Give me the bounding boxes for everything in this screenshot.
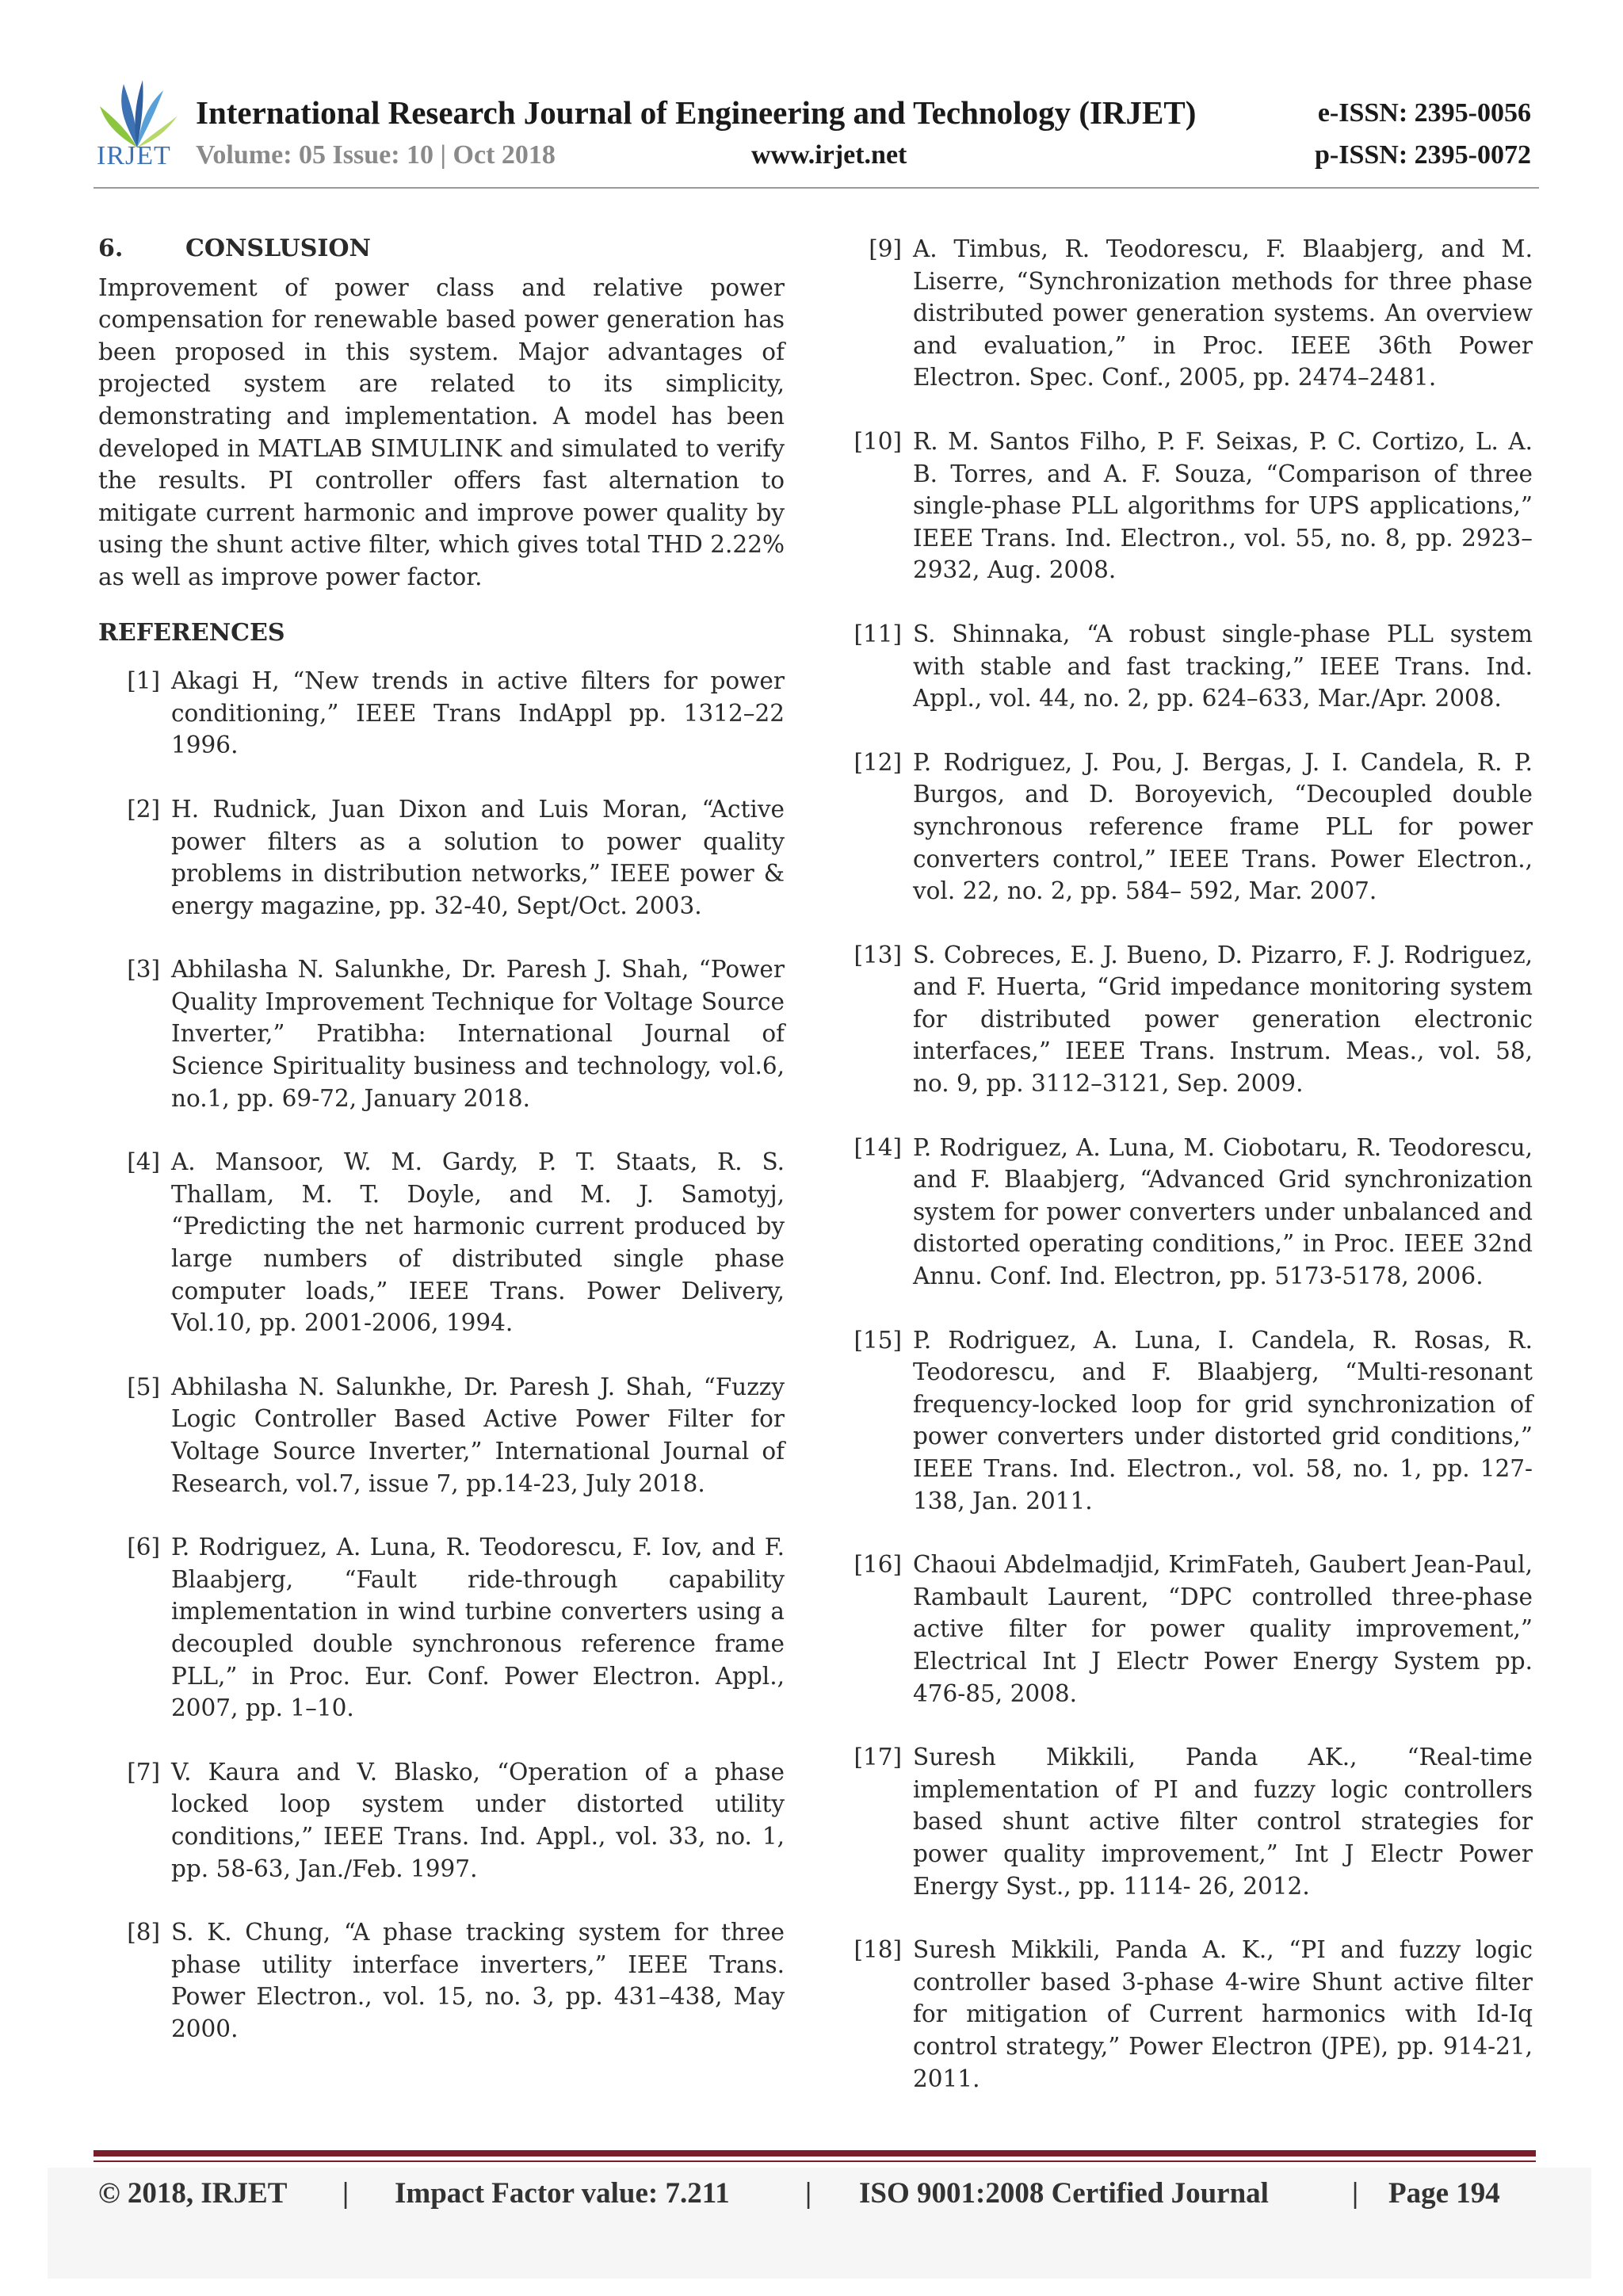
reference-item <box>854 1549 1533 1710</box>
e-issn: e-ISSN: 2395-0056 <box>1317 98 1531 128</box>
reference-item <box>854 1741 1533 1902</box>
volume-issue: Volume: 05 Issue: 10 | Oct 2018 <box>196 140 556 170</box>
reference-text: S. K. Chung, “A phase tracking system for three phase utility interface inverters,” IEEE Trans. Power Electron., vol. 15, no. 3, pp. 431–438, May 2000. <box>171 1919 785 2042</box>
reference-text: A. Timbus, R. Teodorescu, F. Blaabjerg, and M. Liserre, “Synchronization methods for three phase distributed power generation systems. An overview and evaluation,” in Proc. IEEE 36th Power Electron. Spec. Conf., 2005, pp. 2474–2481. <box>913 235 1533 392</box>
footer-separator: | <box>1352 2177 1359 2210</box>
footer-rule-thick <box>94 2150 1536 2157</box>
reference-number: [13] <box>854 941 902 968</box>
reference-text: Chaoui Abdelmadjid, KrimFateh, Gaubert Jean-Paul, Rambault Laurent, “DPC controlled three-phase active filter for power quality improvement,” Electrical Int J Electr Power Energy System pp. 476-85, 2008. <box>913 1551 1533 1707</box>
reference-text: S. Shinnaka, “A robust single-phase PLL system with stable and fast tracking,” IEEE Trans. Ind. Appl., vol. 44, no. 2, pp. 624–633, Mar./Apr. 2008. <box>913 620 1533 712</box>
footer-page-number: Page 194 <box>1388 2177 1500 2210</box>
logo-text: IRJET <box>97 141 171 170</box>
reference-item <box>854 1132 1533 1293</box>
reference-number: [11] <box>854 620 902 648</box>
reference-number: [12] <box>854 748 902 776</box>
reference-number: [7] <box>127 1758 160 1786</box>
reference-text: Abhilasha N. Salunkhe, Dr. Paresh J. Shah, “Power Quality Improvement Technique for Voltage Source Inverter,” Pratibha: International Journal of Science Spirituality business and technology, vol.6, no.1, pp. 69-72, January 2018. <box>171 956 785 1112</box>
journal-title: International Research Journal of Engineering and Technology (IRJET) <box>196 94 1197 131</box>
reference-item <box>854 426 1533 586</box>
reference-item <box>98 1531 785 1725</box>
reference-text: R. M. Santos Filho, P. F. Seixas, P. C. Cortizo, L. A. B. Torres, and A. F. Souza, “Comparison of three single-phase PLL algorithms for UPS applications,” IEEE Trans. Ind. Electron., vol. 55, no. 8, pp. 2923–2932, Aug. 2008. <box>913 427 1533 584</box>
reference-text: H. Rudnick, Juan Dixon and Luis Moran, “Active power filters as a solution to power quality problems in distribution networks,” IEEE power & energy magazine, pp. 32-40, Sept/Oct. 2003. <box>171 795 785 919</box>
reference-item <box>854 1934 1533 2095</box>
reference-number: [17] <box>854 1744 902 1771</box>
reference-number: [10] <box>854 427 902 455</box>
reference-text: P. Rodriguez, J. Pou, J. Bergas, J. I. Candela, R. P. Burgos, and D. Boroyevich, “Decoupled double synchronous reference frame PLL for power converters control,” IEEE Trans. Power Electron., vol. 22, no. 2, pp. 584– 592, Mar. 2007. <box>913 748 1533 905</box>
reference-item <box>854 747 1533 907</box>
conclusion-paragraph: Improvement of power class and relative power compensation for renewable based power generation has been proposed in this system. Major advantages of projected system are related to its simplicity, demonstrating and implementation. A model has been developed in MATLAB SIMULINK and simulated to verify the results. PI controller offers fast alternation to mitigate current harmonic and improve power quality by using the shunt active filter, which gives total THD 2.22% as well as improve power factor. <box>98 273 785 590</box>
reference-item <box>859 233 1533 394</box>
right-column <box>854 233 1533 2126</box>
reference-text: P. Rodriguez, A. Luna, I. Candela, R. Rosas, R. Teodorescu, and F. Blaabjerg, “Multi-resonant frequency-locked loop for grid synchronization of power converters under distorted grid conditions,” IEEE Trans. Ind. Electron., vol. 58, no. 1, pp. 127-138, Jan. 2011. <box>913 1326 1533 1515</box>
reference-item <box>854 618 1533 715</box>
reference-number: [8] <box>127 1919 160 1946</box>
reference-number: [4] <box>127 1148 160 1176</box>
section-number: 6. <box>98 235 124 262</box>
reference-item <box>854 1324 1533 1518</box>
reference-item <box>98 1146 785 1339</box>
reference-number: [14] <box>854 1133 902 1161</box>
reference-text: V. Kaura and V. Blasko, “Operation of a phase locked loop system under distorted utility conditions,” IEEE Trans. Ind. Appl., vol. 33, no. 1, pp. 58-63, Jan./Feb. 1997. <box>171 1758 785 1882</box>
reference-item <box>854 939 1533 1100</box>
reference-number: [6] <box>127 1534 160 1561</box>
p-issn: p-ISSN: 2395-0072 <box>1315 140 1531 170</box>
reference-number: [2] <box>127 795 160 823</box>
reference-text: P. Rodriguez, A. Luna, R. Teodorescu, F. Iov, and F. Blaabjerg, “Fault ride-through capability implementation in wind turbine converters using a decoupled double synchronous reference frame PLL,” in Proc. Eur. Conf. Power Electron. Appl., 2007, pp. 1–10. <box>171 1534 785 1722</box>
reference-item <box>98 953 785 1114</box>
reference-item <box>98 665 785 762</box>
reference-text: Suresh Mikkili, Panda A. K., “PI and fuzzy logic controller based 3-phase 4-wire Shunt active filter for mitigation of Current harmonics with Id-Iq control strategy,” Power Electron (JPE), pp. 914-21, 2011. <box>913 1936 1533 2092</box>
conclusion-heading <box>98 233 785 266</box>
footer-iso: ISO 9001:2008 Certified Journal <box>859 2177 1269 2210</box>
reference-number: [18] <box>854 1936 902 1964</box>
reference-text: Akagi H, “New trends in active filters for power conditioning,” IEEE Trans IndAppl pp. 1312–22 1996. <box>171 667 785 759</box>
reference-text: A. Mansoor, W. M. Gardy, P. T. Staats, R. S. Thallam, M. T. Doyle, and M. J. Samotyj, “Predicting the net harmonic current produced by large numbers of distributed single phase computer loads,” IEEE Trans. Power Delivery, Vol.10, pp. 2001-2006, 1994. <box>171 1148 785 1337</box>
reference-number: [15] <box>854 1326 902 1354</box>
section-title: CONSLUSION <box>185 235 371 262</box>
reference-number: [9] <box>869 235 902 262</box>
header-divider <box>94 187 1539 189</box>
footer-copyright: © 2018, IRJET <box>98 2177 288 2210</box>
reference-item <box>98 793 785 922</box>
footer-rule-thin <box>94 2160 1536 2162</box>
reference-number: [3] <box>127 956 160 984</box>
reference-item <box>98 1916 785 2045</box>
reference-number: [1] <box>127 667 160 695</box>
reference-number: [16] <box>854 1551 902 1579</box>
reference-text: S. Cobreces, E. J. Bueno, D. Pizarro, F. J. Rodriguez, and F. Huerta, “Grid impedance monitoring system for distributed power generation electronic interfaces,” IEEE Trans. Instrum. Meas., vol. 58, no. 9, pp. 3112–3121, Sep. 2009. <box>913 941 1533 1098</box>
footer-impact-factor: Impact Factor value: 7.211 <box>395 2177 730 2210</box>
left-column <box>98 233 785 2077</box>
footer-separator: | <box>342 2177 349 2210</box>
reference-number: [5] <box>127 1373 160 1400</box>
footer-separator: | <box>805 2177 812 2210</box>
reference-text: P. Rodriguez, A. Luna, M. Ciobotaru, R. Teodorescu, and F. Blaabjerg, “Advanced Grid synchronization system for power converters under unbalanced and distorted operating conditions,” in Proc. IEEE 32nd Annu. Conf. Ind. Electron, pp. 5173-5178, 2006. <box>913 1133 1533 1290</box>
reference-text: Suresh Mikkili, Panda AK., “Real-time implementation of PI and fuzzy logic controllers based shunt active filter control strategies for power quality improvement,” Int J Electr Power Energy Syst., pp. 1114- 26, 2012. <box>913 1744 1533 1900</box>
website-link[interactable]: www.irjet.net <box>751 140 907 170</box>
reference-text: Abhilasha N. Salunkhe, Dr. Paresh J. Shah, “Fuzzy Logic Controller Based Active Power Filter for Voltage Source Inverter,” International Journal of Research, vol.7, issue 7, pp.14-23, July 2018. <box>171 1373 785 1497</box>
reference-item <box>98 1371 785 1499</box>
references-heading: REFERENCES <box>98 618 285 647</box>
reference-item <box>98 1756 785 1885</box>
